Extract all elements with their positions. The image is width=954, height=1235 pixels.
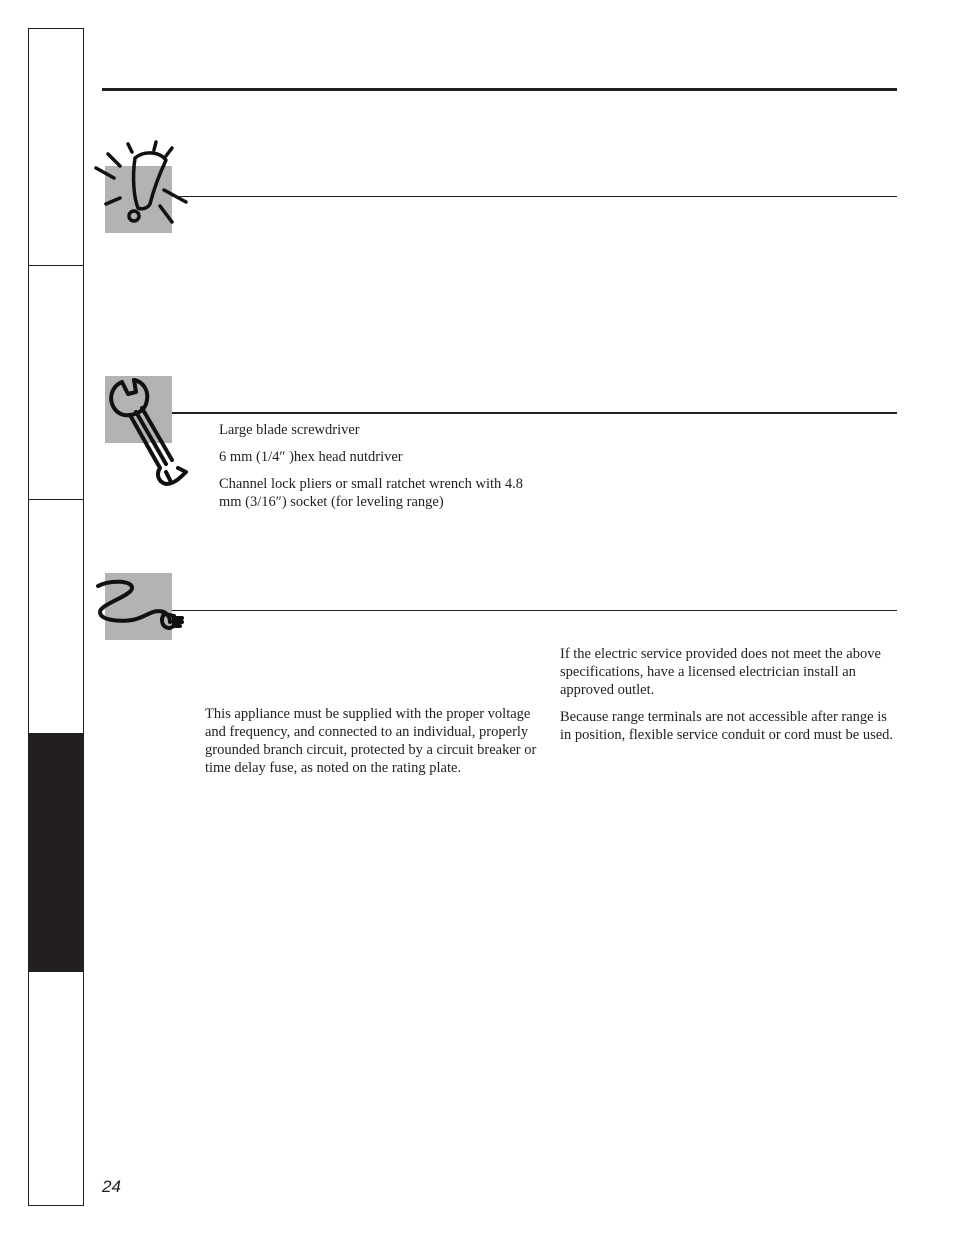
tools-list xyxy=(219,421,539,520)
header-rule xyxy=(102,88,897,91)
electrical-left-column xyxy=(205,705,539,786)
tool-item: 6 mm (1/4″ )hex head nutdriver xyxy=(219,449,403,465)
electrical-section-rule xyxy=(172,610,897,611)
side-tab-active xyxy=(29,734,83,972)
warning-section-rule xyxy=(172,196,897,197)
electrical-right-column xyxy=(560,645,896,753)
side-tab-2 xyxy=(29,266,83,500)
electrical-requirements-paragraph: This appliance must be supplied with the proper voltage and frequency, and connected to an individual, properly grounded branch circuit, protected by a circuit breaker or time delay fuse, as noted on the rating plate. xyxy=(205,706,537,776)
side-tab-index xyxy=(28,28,84,1206)
exclamation-warning-icon xyxy=(90,138,200,238)
tools-section-rule xyxy=(172,412,897,414)
tool-item: Large blade screwdriver xyxy=(219,422,360,438)
side-tab-5 xyxy=(29,972,83,1206)
power-cord-icon xyxy=(92,578,192,638)
electrical-service-paragraph: If the electric service provided does not meet the above specifications, have a licensed electrician install an approved outlet. xyxy=(560,646,881,698)
side-tab-1 xyxy=(29,29,83,266)
electrical-conduit-paragraph: Because range terminals are not accessible after range is in position, flexible service conduit or cord must be used. xyxy=(560,709,894,743)
side-tab-3 xyxy=(29,500,83,734)
wrench-icon xyxy=(100,372,200,492)
tool-item: Channel lock pliers or small ratchet wrench with 4.8 mm (3/16″) socket (for leveling range) xyxy=(219,476,524,510)
page-number: 24 xyxy=(102,1177,121,1196)
